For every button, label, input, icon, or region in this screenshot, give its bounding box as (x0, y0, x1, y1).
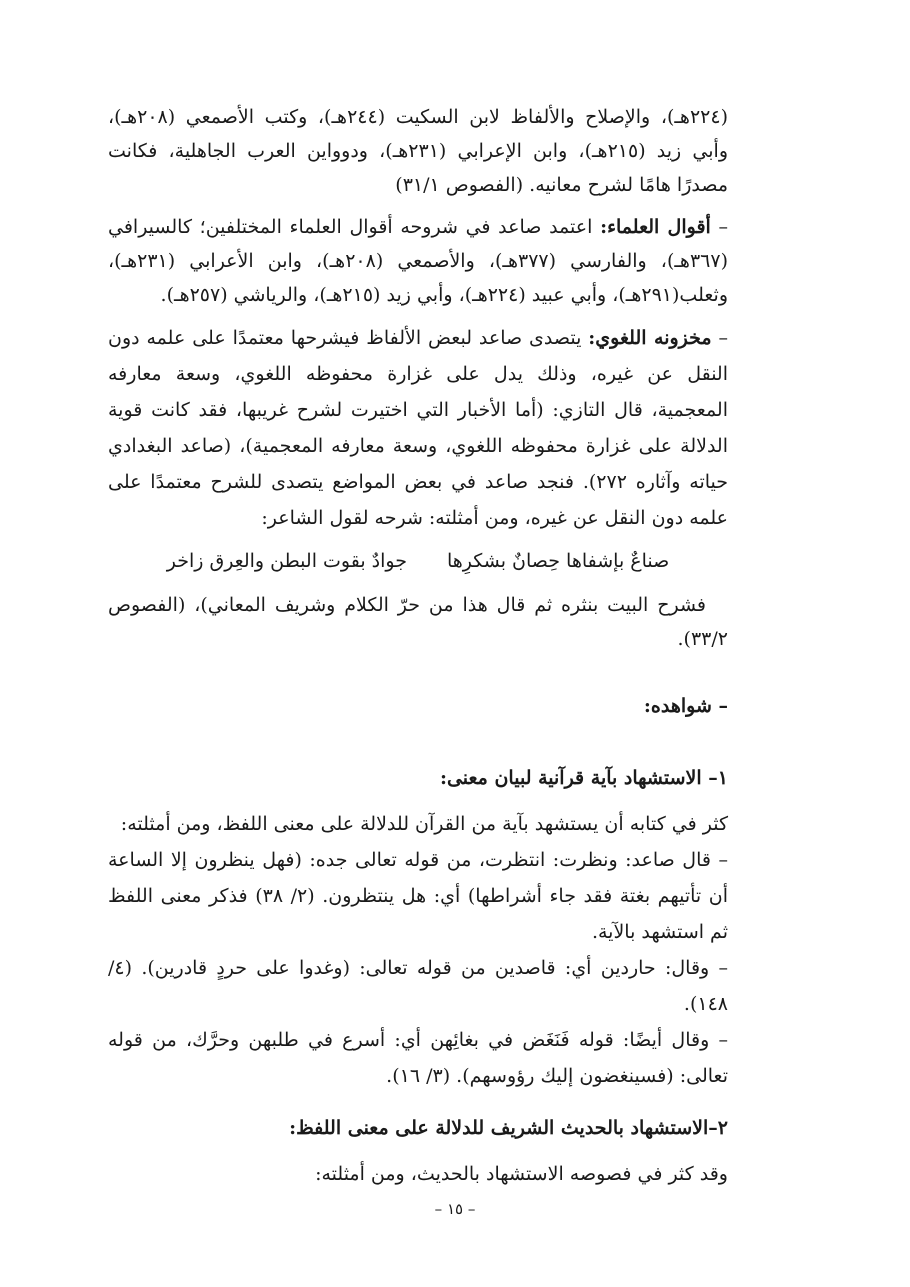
heading-quran-evidence: ١– الاستشهاد بآية قرآنية لبيان معنى: (439, 767, 728, 789)
list-item: – وقال: حاردين أي: قاصدين من قوله تعالى: (وغدوا على حردٍ قادرين). (٤/ ١٤٨). (108, 957, 728, 1015)
paragraph-text: اعتمد صاعد في شروحه أقوال العلماء المختلفين؛ كالسيرافي (٣٦٧هـ)، والفارسي (٣٧٧هـ)، والأصمعي (٢٠٨هـ)، وابن الأعرابي (٢٣١هـ)، وثعلب(٢٩١هـ)، وأبي عبيد (٢٢٤هـ)، وأبي زيد (٢١٥هـ)، والرياشي (٢٥٧هـ). (108, 216, 728, 306)
document-body (108, 100, 728, 1192)
list-item: – قال صاعد: ونظرت: انتظرت، من قوله تعالى جده: (فهل ينظرون إلا الساعة أن تأتيهم بغتة فقد جاء أشراطها) أي: هل ينتظرون. (٢/ ٣٨) فذكر معنى اللفظ ثم استشهد بالآية. (108, 849, 728, 943)
heading-hadith-evidence: ٢–الاستشهاد بالحديث الشريف للدلالة على معنى اللفظ: (289, 1117, 728, 1139)
quran-intro: كثر في كتابه أن يستشهد بآية من القرآن للدلالة على معنى اللفظ، ومن أمثلته: (120, 813, 728, 835)
paragraph-text: يتصدى صاعد لبعض الألفاظ فيشرحها معتمدًا على علمه دون النقل عن غيره، وذلك يدل على غزارة محفوظه اللغوي، وسعة معارفه المعجمية، قال التازي: (أما الأخبار التي اختيرت لشرح غريبها، فقد كانت قوية الدلالة على غزارة محفوظه اللغوي، وسعة معارفه المعجمية)، (صاعد البغدادي حياته وآثاره ٢٧٢). فنجد صاعد في بعض المواضع يتصدى للشرح معتمدًا على علمه دون النقل عن غيره، ومن أمثلته: شرحه لقول الشاعر: (108, 327, 728, 529)
paragraph-label: أقوال العلماء: (600, 216, 711, 238)
heading-evidence: – شواهده: (643, 695, 728, 717)
verse-second-hemistich: جوادٌ بقوت البطن والعِرق زاخر (166, 550, 407, 572)
paragraph-sources: (٢٢٤هـ)، والإصلاح والألفاظ لابن السكيت (٢٤٤هـ)، وكتب الأصمعي (٢٠٨هـ)، وأبي زيد (٢١٥هـ)، وابن الإعرابي (٢٣١هـ)، ودوواين العرب الجاهلية، فكانت مصدرًا هامًا لشرح معانيه. (الفصوص ٣١/١) (108, 106, 729, 196)
paragraph-scholars-opinions (108, 210, 728, 312)
poetry-verse (108, 544, 728, 578)
page-number: – ١٥ – (434, 1200, 476, 1218)
dash-marker: – (710, 216, 729, 238)
verse-first-hemistich: صناعٌ بإشفاها حِصانٌ بشكرِها (446, 550, 670, 572)
dash-marker: – (711, 327, 729, 349)
hadith-intro: وقد كثر في فصوصه الاستشهاد بالحديث، ومن أمثلته: (315, 1163, 728, 1185)
list-item: – وقال أيضًا: قوله فَنَغَض في بغائِهن أي: أسرع في طلبهن وحرَّك، من قوله تعالى: (فسينغضون إليك رؤوسهم). (٣/ ١٦). (108, 1029, 728, 1087)
paragraph-label: مخزونه اللغوي: (588, 327, 712, 349)
paragraph-linguistic-store (108, 320, 728, 536)
paragraph-verse-explanation: فشرح البيت بنثره ثم قال هذا من حرّ الكلام وشريف المعاني)، (الفصوص ٣٣/٢). (108, 594, 728, 650)
